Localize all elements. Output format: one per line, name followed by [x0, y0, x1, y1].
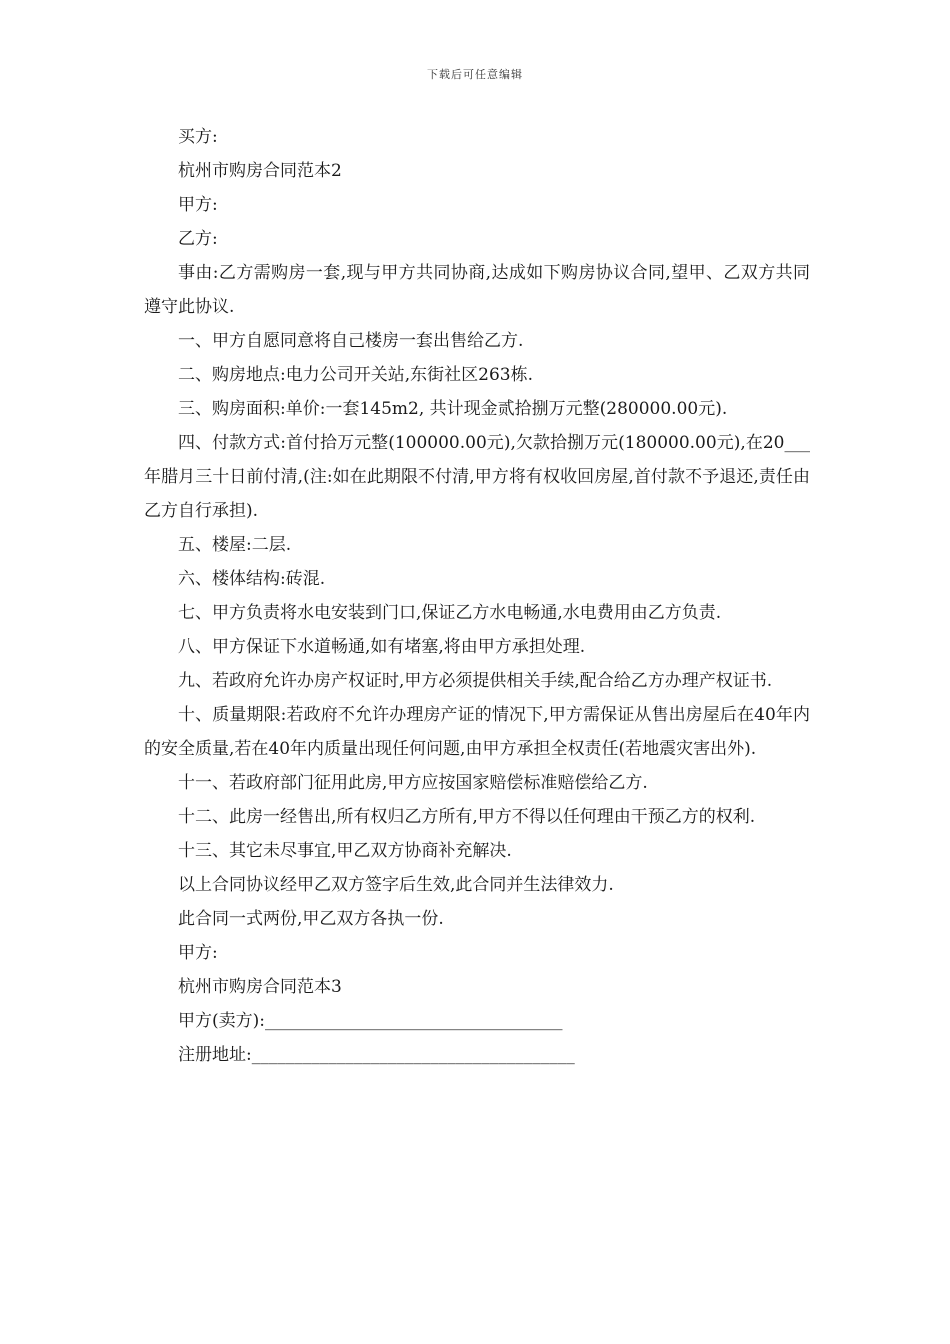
- clause-2: 二、购房地点:电力公司开关站,东街社区263栋.: [178, 365, 533, 385]
- clause-10: 十、质量期限:若政府不允许办理房产证的情况下,甲方需保证从售出房屋后在40年内的安全质量,若在40年内质量出现任何问题,由甲方承担全权责任(若地震灾害出外).: [144, 705, 810, 759]
- clause-12: 十二、此房一经售出,所有权归乙方所有,甲方不得以任何理由干预乙方的权利.: [178, 807, 756, 827]
- paragraph-party-a: 甲方:: [178, 195, 218, 215]
- paragraph-copies: 此合同一式两份,甲乙双方各执一份.: [178, 909, 444, 929]
- clause-1: 一、甲方自愿同意将自己楼房一套出售给乙方.: [178, 331, 524, 351]
- document-body: [144, 120, 810, 1072]
- clause-7: 七、甲方负责将水电安装到门口,保证乙方水电畅通,水电费用由乙方负责.: [178, 603, 722, 623]
- section-title-2: 杭州市购房合同范本2: [178, 161, 342, 181]
- clause-13: 十三、其它未尽事宜,甲乙双方协商补充解决.: [178, 841, 512, 861]
- clause-5: 五、楼屋:二层.: [178, 535, 292, 555]
- paragraph-buyer: 买方:: [178, 127, 218, 147]
- paragraph-effect: 以上合同协议经甲乙双方签字后生效,此合同并生法律效力.: [178, 875, 614, 895]
- clause-6: 六、楼体结构:砖混.: [178, 569, 326, 589]
- clause-3: 三、购房面积:单价:一套145m2, 共计现金贰拾捌万元整(280000.00元).: [178, 399, 728, 419]
- section-title-3: 杭州市购房合同范本3: [178, 977, 342, 997]
- paragraph-party-a-sign: 甲方:: [178, 943, 218, 963]
- clause-4: 四、付款方式:首付拾万元整(100000.00元),欠款拾捌万元(180000.00元),在20___年腊月三十日前付清,(注:如在此期限不付清,甲方将有权收回房屋,首付款不予退还,责任由乙方自行承担).: [144, 433, 810, 521]
- field-registered-address: 注册地址:______________________________________: [178, 1045, 575, 1065]
- clause-9: 九、若政府允许办房产权证时,甲方必须提供相关手续,配合给乙方办理产权证书.: [178, 671, 773, 691]
- paragraph-party-b: 乙方:: [178, 229, 218, 249]
- clause-11: 十一、若政府部门征用此房,甲方应按国家赔偿标准赔偿给乙方.: [178, 773, 648, 793]
- field-seller: 甲方(卖方):___________________________________: [178, 1011, 563, 1031]
- page-header: 下载后可任意编辑: [427, 68, 523, 81]
- paragraph-reason: 事由:乙方需购房一套,现与甲方共同协商,达成如下购房协议合同,望甲、乙双方共同遵守此协议.: [144, 263, 810, 317]
- clause-8: 八、甲方保证下水道畅通,如有堵塞,将由甲方承担处理.: [178, 637, 586, 657]
